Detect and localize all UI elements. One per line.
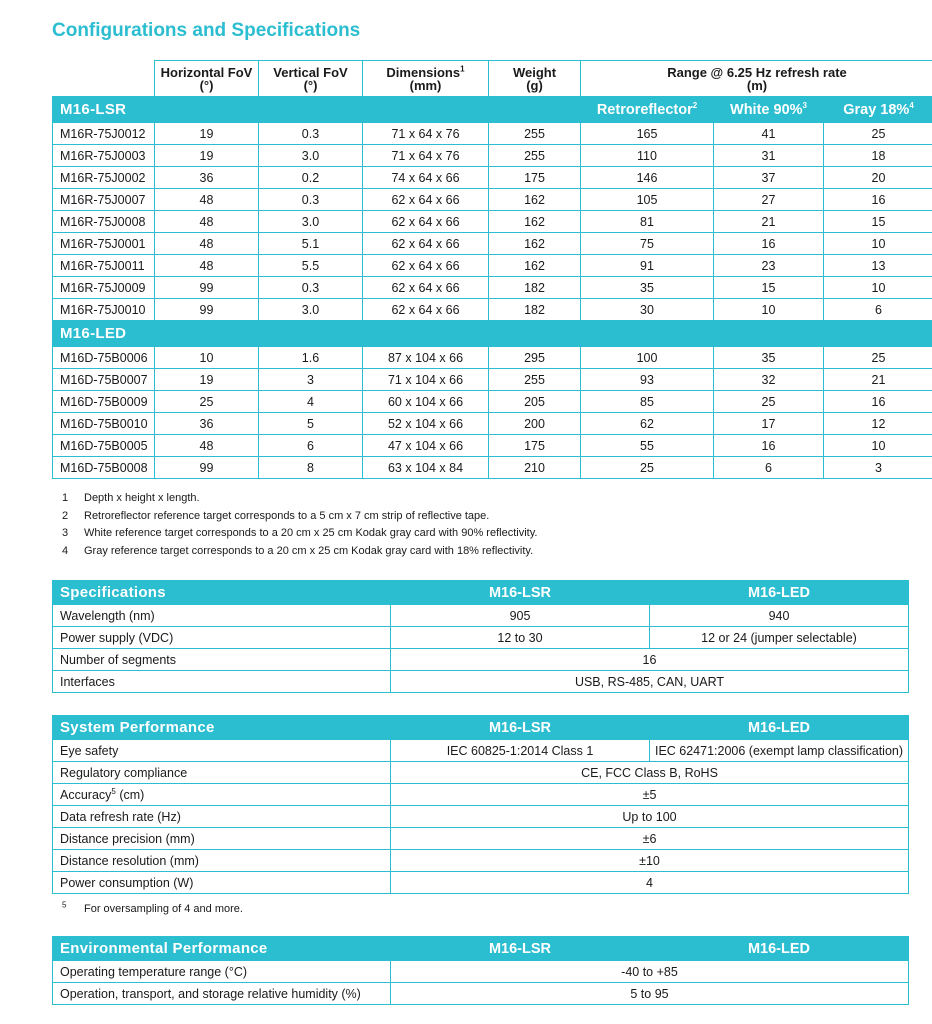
cell-value-led: IEC 62471:2006 (exempt lamp classification) bbox=[650, 740, 909, 762]
cell-range-white: 17 bbox=[714, 413, 824, 435]
table-row bbox=[53, 391, 932, 413]
header-dimensions: Dimensions$^1$ (mm) bbox=[363, 61, 489, 97]
specifications-title: Specifications bbox=[53, 581, 391, 605]
header-weight: Weight (g) bbox=[489, 61, 581, 97]
cell-weight: 295 bbox=[489, 347, 581, 369]
cell-range-gray: 3 bbox=[824, 457, 932, 479]
cell-dimensions: 62 x 64 x 66 bbox=[363, 277, 489, 299]
table-row bbox=[53, 762, 909, 784]
cell-value-shared: -40 to +85 bbox=[391, 961, 909, 983]
cell-dimensions: 71 x 104 x 66 bbox=[363, 369, 489, 391]
cell-horizontal-fov: 19 bbox=[155, 369, 259, 391]
cell-vertical-fov: 3.0 bbox=[259, 145, 363, 167]
cell-range-white: 35 bbox=[714, 347, 824, 369]
cell-value-shared: 4 bbox=[391, 872, 909, 894]
cell-dimensions: 62 x 64 x 66 bbox=[363, 299, 489, 321]
cell-weight: 162 bbox=[489, 233, 581, 255]
table-row bbox=[53, 806, 909, 828]
cell-range-gray: 20 bbox=[824, 167, 932, 189]
cell-horizontal-fov: 10 bbox=[155, 347, 259, 369]
cell-horizontal-fov: 36 bbox=[155, 167, 259, 189]
row-label: Operation, transport, and storage relative humidity (%) bbox=[53, 983, 391, 1005]
cell-horizontal-fov: 48 bbox=[155, 255, 259, 277]
cell-range-gray: 10 bbox=[824, 277, 932, 299]
cell-weight: 175 bbox=[489, 167, 581, 189]
cell-model: M16R-75J0007 bbox=[53, 189, 155, 211]
table-row bbox=[53, 369, 932, 391]
specifications-col-lsr: M16-LSR bbox=[391, 581, 650, 605]
row-label: Regulatory compliance bbox=[53, 762, 391, 784]
table-row bbox=[53, 211, 932, 233]
cell-horizontal-fov: 48 bbox=[155, 233, 259, 255]
cell-value-shared: ±6 bbox=[391, 828, 909, 850]
row-label: Distance resolution (mm) bbox=[53, 850, 391, 872]
header-white-90: White 90%$^3$ bbox=[714, 97, 824, 123]
cell-dimensions: 60 x 104 x 66 bbox=[363, 391, 489, 413]
cell-weight: 255 bbox=[489, 145, 581, 167]
cell-dimensions: 71 x 64 x 76 bbox=[363, 145, 489, 167]
configurations-table bbox=[52, 60, 932, 479]
cell-value-shared: 16 bbox=[391, 649, 909, 671]
cell-dimensions: 71 x 64 x 76 bbox=[363, 123, 489, 145]
cell-horizontal-fov: 48 bbox=[155, 189, 259, 211]
cell-range-white: 41 bbox=[714, 123, 824, 145]
cell-horizontal-fov: 19 bbox=[155, 123, 259, 145]
cell-horizontal-fov: 99 bbox=[155, 457, 259, 479]
table-row bbox=[53, 145, 932, 167]
cell-range-white: 32 bbox=[714, 369, 824, 391]
cell-value-shared: USB, RS-485, CAN, UART bbox=[391, 671, 909, 693]
table-row bbox=[53, 671, 909, 693]
cell-value-shared: CE, FCC Class B, RoHS bbox=[391, 762, 909, 784]
cell-range-gray: 13 bbox=[824, 255, 932, 277]
cell-model: M16R-75J0003 bbox=[53, 145, 155, 167]
cell-horizontal-fov: 99 bbox=[155, 277, 259, 299]
cell-range-retroreflector: 100 bbox=[581, 347, 714, 369]
cell-range-retroreflector: 105 bbox=[581, 189, 714, 211]
header-retroreflector: Retroreflector$^2$ bbox=[581, 97, 714, 123]
footnote-3: 3 White reference target corresponds to a 20 cm x 25 cm Kodak gray card with 90% reflectivity. bbox=[62, 527, 538, 539]
row-label: Data refresh rate (Hz) bbox=[53, 806, 391, 828]
table-row bbox=[53, 189, 932, 211]
row-label: Accuracy$^5$ (cm) bbox=[53, 784, 391, 806]
cell-range-retroreflector: 81 bbox=[581, 211, 714, 233]
cell-vertical-fov: 0.2 bbox=[259, 167, 363, 189]
row-label: Eye safety bbox=[53, 740, 391, 762]
cell-vertical-fov: 0.3 bbox=[259, 123, 363, 145]
environmental-performance-col-led: M16-LED bbox=[650, 937, 909, 961]
cell-dimensions: 62 x 64 x 66 bbox=[363, 211, 489, 233]
cell-model: M16R-75J0002 bbox=[53, 167, 155, 189]
cell-horizontal-fov: 19 bbox=[155, 145, 259, 167]
cell-range-white: 27 bbox=[714, 189, 824, 211]
cell-weight: 205 bbox=[489, 391, 581, 413]
table-row bbox=[53, 277, 932, 299]
cell-range-retroreflector: 93 bbox=[581, 369, 714, 391]
cell-range-gray: 15 bbox=[824, 211, 932, 233]
table-row bbox=[53, 605, 909, 627]
cell-model: M16D-75B0005 bbox=[53, 435, 155, 457]
table-row bbox=[53, 413, 932, 435]
system-performance-col-led: M16-LED bbox=[650, 716, 909, 740]
cell-model: M16R-75J0009 bbox=[53, 277, 155, 299]
cell-value-led: 940 bbox=[650, 605, 909, 627]
table-row bbox=[53, 233, 932, 255]
cell-model: M16R-75J0011 bbox=[53, 255, 155, 277]
cell-range-white: 37 bbox=[714, 167, 824, 189]
cell-weight: 175 bbox=[489, 435, 581, 457]
cell-vertical-fov: 6 bbox=[259, 435, 363, 457]
cell-vertical-fov: 4 bbox=[259, 391, 363, 413]
cell-range-white: 15 bbox=[714, 277, 824, 299]
cell-range-gray: 6 bbox=[824, 299, 932, 321]
system-performance-col-lsr: M16-LSR bbox=[391, 716, 650, 740]
table-row bbox=[53, 457, 932, 479]
cell-horizontal-fov: 48 bbox=[155, 435, 259, 457]
cell-value-lsr: IEC 60825-1:2014 Class 1 bbox=[391, 740, 650, 762]
cell-value-shared: 5 to 95 bbox=[391, 983, 909, 1005]
cell-dimensions: 62 x 64 x 66 bbox=[363, 233, 489, 255]
cell-range-white: 31 bbox=[714, 145, 824, 167]
cell-weight: 162 bbox=[489, 255, 581, 277]
table-row bbox=[53, 123, 932, 145]
system-performance-title: System Performance bbox=[53, 716, 391, 740]
cell-range-retroreflector: 62 bbox=[581, 413, 714, 435]
cell-model: M16D-75B0008 bbox=[53, 457, 155, 479]
cell-dimensions: 52 x 104 x 66 bbox=[363, 413, 489, 435]
cell-range-gray: 18 bbox=[824, 145, 932, 167]
cell-weight: 255 bbox=[489, 369, 581, 391]
cell-range-white: 16 bbox=[714, 435, 824, 457]
table-row bbox=[53, 167, 932, 189]
header-range: Range @ 6.25 Hz refresh rate (m) bbox=[581, 61, 932, 97]
row-label: Operating temperature range (°C) bbox=[53, 961, 391, 983]
cell-range-white: 6 bbox=[714, 457, 824, 479]
cell-weight: 162 bbox=[489, 189, 581, 211]
section-title-m16-lsr: M16-LSR bbox=[53, 97, 581, 123]
cell-weight: 162 bbox=[489, 211, 581, 233]
table-row bbox=[53, 627, 909, 649]
cell-dimensions: 62 x 64 x 66 bbox=[363, 189, 489, 211]
cell-range-white: 16 bbox=[714, 233, 824, 255]
cell-model: M16R-75J0008 bbox=[53, 211, 155, 233]
cell-model: M16R-75J0001 bbox=[53, 233, 155, 255]
header-gray-18: Gray 18%$^4$ bbox=[824, 97, 932, 123]
table-row bbox=[53, 740, 909, 762]
cell-range-retroreflector: 165 bbox=[581, 123, 714, 145]
cell-model: M16R-75J0012 bbox=[53, 123, 155, 145]
environmental-performance-col-lsr: M16-LSR bbox=[391, 937, 650, 961]
table-row bbox=[53, 828, 909, 850]
cell-model: M16D-75B0007 bbox=[53, 369, 155, 391]
table-row bbox=[53, 649, 909, 671]
cell-range-gray: 21 bbox=[824, 369, 932, 391]
cell-horizontal-fov: 99 bbox=[155, 299, 259, 321]
table-row bbox=[53, 983, 909, 1005]
cell-vertical-fov: 0.3 bbox=[259, 189, 363, 211]
cell-dimensions: 62 x 64 x 66 bbox=[363, 255, 489, 277]
header-vertical-fov: Vertical FoV (°) bbox=[259, 61, 363, 97]
cell-vertical-fov: 3 bbox=[259, 369, 363, 391]
row-label: Wavelength (nm) bbox=[53, 605, 391, 627]
row-label: Number of segments bbox=[53, 649, 391, 671]
cell-weight: 182 bbox=[489, 277, 581, 299]
table-row bbox=[53, 961, 909, 983]
cell-range-retroreflector: 146 bbox=[581, 167, 714, 189]
section-title-m16-led: M16-LED bbox=[53, 321, 932, 347]
cell-dimensions: 74 x 64 x 66 bbox=[363, 167, 489, 189]
table-row bbox=[53, 872, 909, 894]
row-label: Power consumption (W) bbox=[53, 872, 391, 894]
cell-range-retroreflector: 55 bbox=[581, 435, 714, 457]
cell-range-gray: 12 bbox=[824, 413, 932, 435]
cell-vertical-fov: 5.5 bbox=[259, 255, 363, 277]
cell-dimensions: 87 x 104 x 66 bbox=[363, 347, 489, 369]
table-row bbox=[53, 435, 932, 457]
cell-range-retroreflector: 35 bbox=[581, 277, 714, 299]
cell-range-gray: 16 bbox=[824, 189, 932, 211]
cell-value-led: 12 or 24 (jumper selectable) bbox=[650, 627, 909, 649]
specifications-table bbox=[52, 580, 909, 693]
footnote-1: 1 Depth x height x length. bbox=[62, 492, 200, 504]
cell-range-gray: 25 bbox=[824, 123, 932, 145]
cell-range-retroreflector: 85 bbox=[581, 391, 714, 413]
cell-range-gray: 10 bbox=[824, 435, 932, 457]
cell-weight: 182 bbox=[489, 299, 581, 321]
cell-weight: 210 bbox=[489, 457, 581, 479]
cell-value-shared: ±10 bbox=[391, 850, 909, 872]
cell-dimensions: 63 x 104 x 84 bbox=[363, 457, 489, 479]
cell-vertical-fov: 8 bbox=[259, 457, 363, 479]
cell-range-white: 23 bbox=[714, 255, 824, 277]
row-label: Interfaces bbox=[53, 671, 391, 693]
cell-range-retroreflector: 110 bbox=[581, 145, 714, 167]
cell-model: M16D-75B0006 bbox=[53, 347, 155, 369]
cell-range-white: 21 bbox=[714, 211, 824, 233]
environmental-performance-title: Environmental Performance bbox=[53, 937, 391, 961]
cell-range-white: 10 bbox=[714, 299, 824, 321]
table-row bbox=[53, 784, 909, 806]
cell-vertical-fov: 1.6 bbox=[259, 347, 363, 369]
cell-range-gray: 25 bbox=[824, 347, 932, 369]
cell-value-lsr: 12 to 30 bbox=[391, 627, 650, 649]
cell-dimensions: 47 x 104 x 66 bbox=[363, 435, 489, 457]
row-label: Distance precision (mm) bbox=[53, 828, 391, 850]
cell-horizontal-fov: 48 bbox=[155, 211, 259, 233]
cell-range-retroreflector: 91 bbox=[581, 255, 714, 277]
table-row bbox=[53, 347, 932, 369]
footnote-5: $^5$ For oversampling of 4 and more. bbox=[62, 900, 243, 915]
environmental-performance-table bbox=[52, 936, 909, 1005]
cell-range-gray: 10 bbox=[824, 233, 932, 255]
cell-vertical-fov: 5 bbox=[259, 413, 363, 435]
page-title: Configurations and Specifications bbox=[52, 20, 361, 41]
system-performance-table bbox=[52, 715, 909, 894]
cell-weight: 255 bbox=[489, 123, 581, 145]
footnote-2: 2 Retroreflector reference target corresponds to a 5 cm x 7 cm strip of reflective tape. bbox=[62, 509, 490, 522]
cell-model: M16D-75B0010 bbox=[53, 413, 155, 435]
cell-vertical-fov: 3.0 bbox=[259, 211, 363, 233]
cell-range-retroreflector: 75 bbox=[581, 233, 714, 255]
cell-model: M16R-75J0010 bbox=[53, 299, 155, 321]
cell-vertical-fov: 0.3 bbox=[259, 277, 363, 299]
table-row bbox=[53, 850, 909, 872]
cell-range-white: 25 bbox=[714, 391, 824, 413]
cell-range-retroreflector: 30 bbox=[581, 299, 714, 321]
cell-horizontal-fov: 36 bbox=[155, 413, 259, 435]
header-horizontal-fov: Horizontal FoV (°) bbox=[155, 61, 259, 97]
cell-horizontal-fov: 25 bbox=[155, 391, 259, 413]
cell-model: M16D-75B0009 bbox=[53, 391, 155, 413]
cell-weight: 200 bbox=[489, 413, 581, 435]
cell-value-shared: Up to 100 bbox=[391, 806, 909, 828]
row-label: Power supply (VDC) bbox=[53, 627, 391, 649]
cell-range-gray: 16 bbox=[824, 391, 932, 413]
cell-range-retroreflector: 25 bbox=[581, 457, 714, 479]
cell-value-lsr: 905 bbox=[391, 605, 650, 627]
specifications-col-led: M16-LED bbox=[650, 581, 909, 605]
table-row bbox=[53, 299, 932, 321]
table-row bbox=[53, 255, 932, 277]
cell-value-shared: ±5 bbox=[391, 784, 909, 806]
header-model-blank bbox=[53, 61, 155, 97]
cell-vertical-fov: 5.1 bbox=[259, 233, 363, 255]
footnote-4: 4 Gray reference target corresponds to a 20 cm x 25 cm Kodak gray card with 18% reflectivity. bbox=[62, 544, 534, 557]
cell-vertical-fov: 3.0 bbox=[259, 299, 363, 321]
